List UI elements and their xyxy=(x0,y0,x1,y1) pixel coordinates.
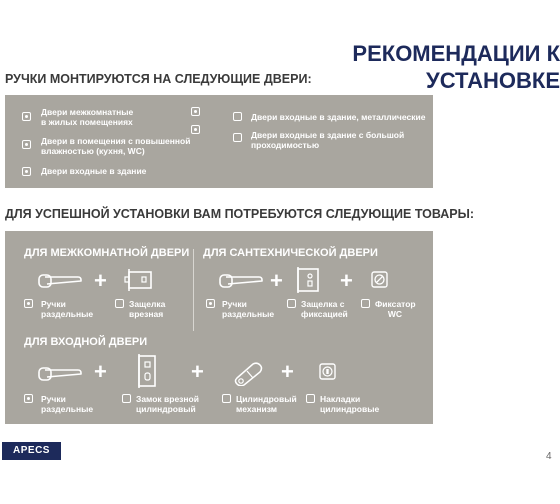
door-option-4-line1: Двери входные в здание с большой xyxy=(251,130,405,140)
item-check-bathroom-latch xyxy=(287,299,296,308)
door-check-3-marker xyxy=(191,107,200,116)
door-check-4-marker xyxy=(191,125,200,134)
item-bathroom-wc-line1: Фиксатор xyxy=(375,299,416,309)
item-check-bathroom-handles xyxy=(206,299,215,308)
item-check-bathroom-wc xyxy=(361,299,370,308)
plus-sign: + xyxy=(281,359,294,384)
door-option-0-line2: в жилых помещениях xyxy=(41,117,133,127)
item-interior-handles xyxy=(41,299,93,319)
item-entrance-handles-line2: раздельные xyxy=(41,404,94,414)
item-check-entrance-escutcheon xyxy=(306,394,315,403)
item-interior-latch-line2: врезная xyxy=(129,309,164,319)
mortise-lock-icon xyxy=(133,353,159,389)
page-number: 4 xyxy=(546,451,552,462)
item-entrance-escutcheon-line1: Накладки xyxy=(320,394,361,404)
plus-sign: + xyxy=(94,268,107,293)
lock-cylinder-icon xyxy=(233,360,265,386)
item-entrance-lock-line1: Замок врезной xyxy=(136,394,199,404)
item-check-interior-latch xyxy=(115,299,124,308)
door-option-4-line2: проходимостью xyxy=(251,140,320,150)
door-check-0 xyxy=(22,112,31,121)
slide-title-line1: РЕКОМЕНДАЦИИ К xyxy=(352,41,560,66)
plus-sign: + xyxy=(270,268,283,293)
door-option-1-line2: влажностью (кухня, WC) xyxy=(41,146,145,156)
item-check-entrance-cylinder xyxy=(222,394,231,403)
plus-sign: + xyxy=(94,359,107,384)
brand-logo: APECS xyxy=(2,442,61,460)
item-interior-handles-line1: Ручки xyxy=(41,299,66,309)
plus-sign: + xyxy=(191,359,204,384)
latch-with-lock-icon xyxy=(293,266,325,294)
item-entrance-handles xyxy=(41,394,93,414)
door-option-4 xyxy=(251,130,404,150)
mortise-latch-icon xyxy=(124,268,160,292)
door-check-2 xyxy=(22,167,31,176)
door-option-0-line1: Двери межкомнатные xyxy=(41,107,134,117)
section-divider xyxy=(193,249,194,331)
doors-panel xyxy=(5,95,433,188)
door-handle-icon xyxy=(38,270,82,292)
item-entrance-cylinder xyxy=(236,394,297,414)
door-option-0 xyxy=(41,107,133,127)
doors-heading: РУЧКИ МОНТИРУЮТСЯ НА СЛЕДУЮЩИЕ ДВЕРИ: xyxy=(5,72,312,86)
door-check-3 xyxy=(233,112,242,121)
item-check-entrance-lock xyxy=(122,394,131,403)
door-option-1 xyxy=(41,136,190,156)
products-heading: ДЛЯ УСПЕШНОЙ УСТАНОВКИ ВАМ ПОТРЕБУЮТСЯ СЛЕДУЮЩИЕ ТОВАРЫ: xyxy=(5,207,475,221)
slide-title xyxy=(352,40,560,94)
section-title-entrance: ДЛЯ ВХОДНОЙ ДВЕРИ xyxy=(24,336,148,348)
plus-sign: + xyxy=(340,268,353,293)
item-interior-latch xyxy=(129,299,165,319)
door-option-1-line1: Двери в помещения с повышенной xyxy=(41,136,191,146)
door-handle-icon xyxy=(38,363,82,385)
item-entrance-escutcheon-line2: цилиндровые xyxy=(320,404,380,414)
item-interior-handles-line2: раздельные xyxy=(41,309,94,319)
item-check-entrance-handles xyxy=(24,394,33,403)
door-option-3-line1: Двери входные в здание, металлические xyxy=(251,112,426,122)
item-entrance-cylinder-line1: Цилиндровый xyxy=(236,394,297,404)
item-bathroom-latch-line1: Защелка с xyxy=(301,299,345,309)
item-entrance-lock-line2: цилиндровый xyxy=(136,404,196,414)
section-title-bathroom: ДЛЯ САНТЕХНИЧЕСКОЙ ДВЕРИ xyxy=(203,247,378,259)
item-check-interior-handles xyxy=(24,299,33,308)
item-bathroom-handles-line2: раздельные xyxy=(222,309,275,319)
item-bathroom-handles-line1: Ручки xyxy=(222,299,247,309)
item-entrance-handles-line1: Ручки xyxy=(41,394,66,404)
item-bathroom-wc xyxy=(375,299,416,319)
section-title-interior: ДЛЯ МЕЖКОМНАТНОЙ ДВЕРИ xyxy=(24,247,190,259)
door-check-1 xyxy=(22,140,31,149)
item-entrance-lock xyxy=(136,394,199,414)
door-option-2-line1: Двери входные в здание xyxy=(41,166,147,176)
cylinder-escutcheon-icon xyxy=(319,363,336,380)
products-panel xyxy=(5,231,433,424)
item-entrance-escutcheon xyxy=(320,394,379,414)
door-check-4 xyxy=(233,133,242,142)
item-bathroom-latch xyxy=(301,299,348,319)
item-bathroom-latch-line2: фиксацией xyxy=(301,309,348,319)
slide-title-line2: УСТАНОВКЕ xyxy=(426,68,560,93)
door-option-2 xyxy=(41,166,146,176)
item-bathroom-wc-line2: WC xyxy=(387,309,403,319)
door-handle-icon xyxy=(219,270,263,292)
item-bathroom-handles xyxy=(222,299,274,319)
wc-lock-icon xyxy=(371,271,388,288)
door-option-3 xyxy=(251,112,425,122)
item-interior-latch-line1: Защелка xyxy=(129,299,166,309)
item-entrance-cylinder-line2: механизм xyxy=(236,404,278,414)
